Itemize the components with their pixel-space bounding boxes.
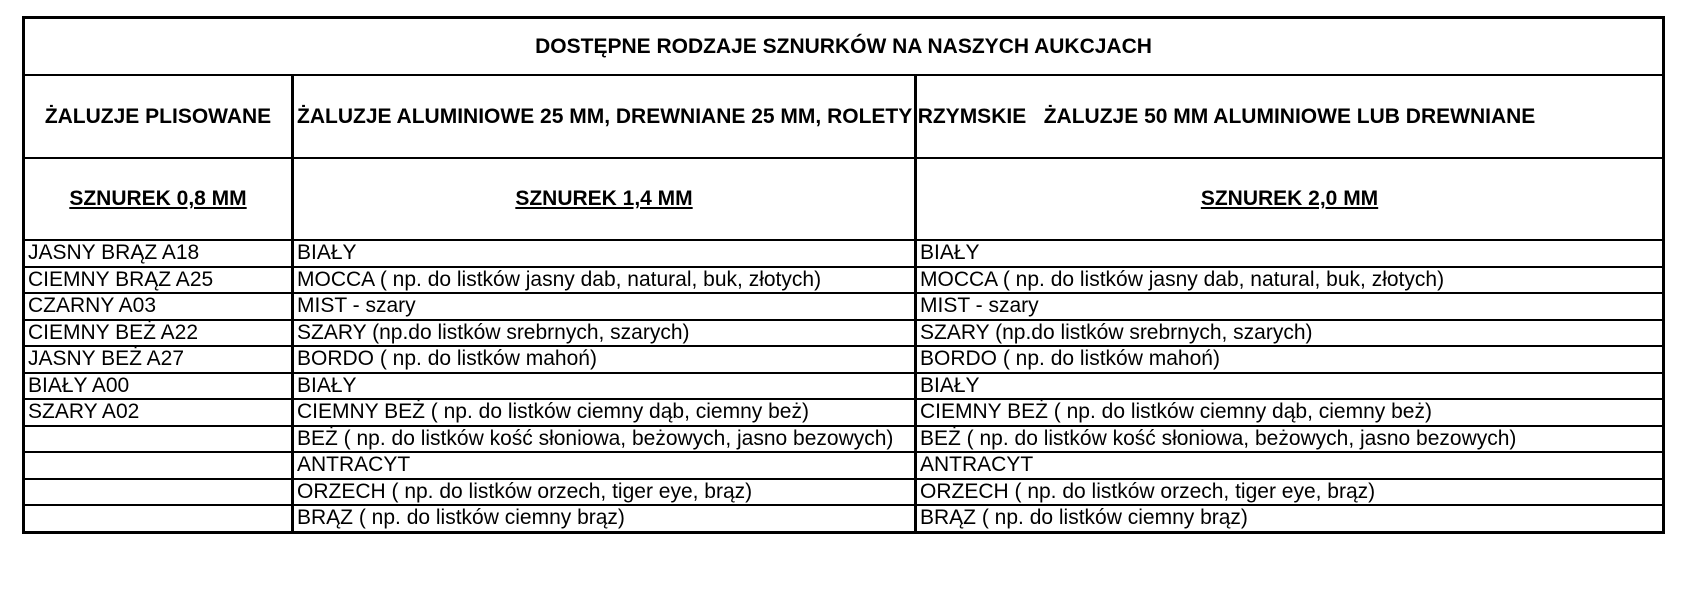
cord-0-8-color: BIAŁY A00 (24, 373, 293, 400)
cord-2-0-color: MOCCA ( np. do listków jasny dab, natural, buk, złotych) (916, 267, 1664, 294)
cord-0-8-color: CIEMNY BEŻ A22 (24, 320, 293, 347)
cord-2-0-color: SZARY (np.do listków srebrnych, szarych) (916, 320, 1664, 347)
cord-0-8-color: CIEMNY BRĄZ A25 (24, 267, 293, 294)
cord-1-4-color: BIAŁY (293, 240, 916, 267)
cord-0-8-color: JASNY BRĄZ A18 (24, 240, 293, 267)
title-row (24, 18, 1664, 76)
category-row (24, 75, 1664, 158)
cord-1-4-color: MIST - szary (293, 293, 916, 320)
cord-2-0-color: BIAŁY (916, 240, 1664, 267)
cord-1-4-color: BORDO ( np. do listków mahoń) (293, 346, 916, 373)
cord-2-0-color: MIST - szary (916, 293, 1664, 320)
cord-1-4-color: BEŻ ( np. do listków kość słoniowa, beżowych, jasno bezowych) (293, 426, 916, 453)
category-pleated: ŻALUZJE PLISOWANE (24, 75, 293, 158)
cord-1-4-color: ORZECH ( np. do listków orzech, tiger eye, brąz) (293, 479, 916, 506)
cord-size-0-8: SZNUREK 0,8 MM (24, 158, 293, 240)
table-row (24, 320, 1664, 347)
cord-types-table (22, 16, 1665, 534)
cord-0-8-color: CZARNY A03 (24, 293, 293, 320)
table-title: DOSTĘPNE RODZAJE SZNURKÓW NA NASZYCH AUKCJACH (24, 18, 1664, 76)
cord-1-4-color: SZARY (np.do listków srebrnych, szarych) (293, 320, 916, 347)
cord-2-0-color: CIEMNY BEŻ ( np. do listków ciemny dąb, ciemny beż) (916, 399, 1664, 426)
cord-1-4-color: ANTRACYT (293, 452, 916, 479)
cord-2-0-color: BORDO ( np. do listków mahoń) (916, 346, 1664, 373)
cord-1-4-color: MOCCA ( np. do listków jasny dab, natural, buk, złotych) (293, 267, 916, 294)
category-50mm: ŻALUZJE 50 MM ALUMINIOWE LUB DREWNIANE (916, 75, 1664, 158)
table-row (24, 373, 1664, 400)
category-25mm: ŻALUZJE ALUMINIOWE 25 MM, DREWNIANE 25 MM, ROLETY RZYMSKIE (293, 75, 916, 158)
cord-0-8-color (24, 479, 293, 506)
table-row (24, 399, 1664, 426)
table-row (24, 267, 1664, 294)
table-row (24, 426, 1664, 453)
cord-0-8-color (24, 505, 293, 532)
cord-0-8-color (24, 452, 293, 479)
table-row (24, 293, 1664, 320)
table-row (24, 452, 1664, 479)
cord-size-2-0: SZNUREK 2,0 MM (916, 158, 1664, 240)
table-row (24, 505, 1664, 532)
cord-2-0-color: BEŻ ( np. do listków kość słoniowa, beżowych, jasno bezowych) (916, 426, 1664, 453)
cord-2-0-color: ORZECH ( np. do listków orzech, tiger eye, brąz) (916, 479, 1664, 506)
table-row (24, 240, 1664, 267)
cord-2-0-color: BIAŁY (916, 373, 1664, 400)
cord-0-8-color (24, 426, 293, 453)
table-row (24, 346, 1664, 373)
cord-size-row (24, 158, 1664, 240)
cord-1-4-color: CIEMNY BEŻ ( np. do listków ciemny dąb, ciemny beż) (293, 399, 916, 426)
cord-1-4-color: BRĄZ ( np. do listków ciemny brąz) (293, 505, 916, 532)
cord-2-0-color: ANTRACYT (916, 452, 1664, 479)
cord-1-4-color: BIAŁY (293, 373, 916, 400)
cord-0-8-color: JASNY BEŻ A27 (24, 346, 293, 373)
cord-size-1-4: SZNUREK 1,4 MM (293, 158, 916, 240)
cord-2-0-color: BRĄZ ( np. do listków ciemny brąz) (916, 505, 1664, 532)
table-row (24, 479, 1664, 506)
cord-0-8-color: SZARY A02 (24, 399, 293, 426)
